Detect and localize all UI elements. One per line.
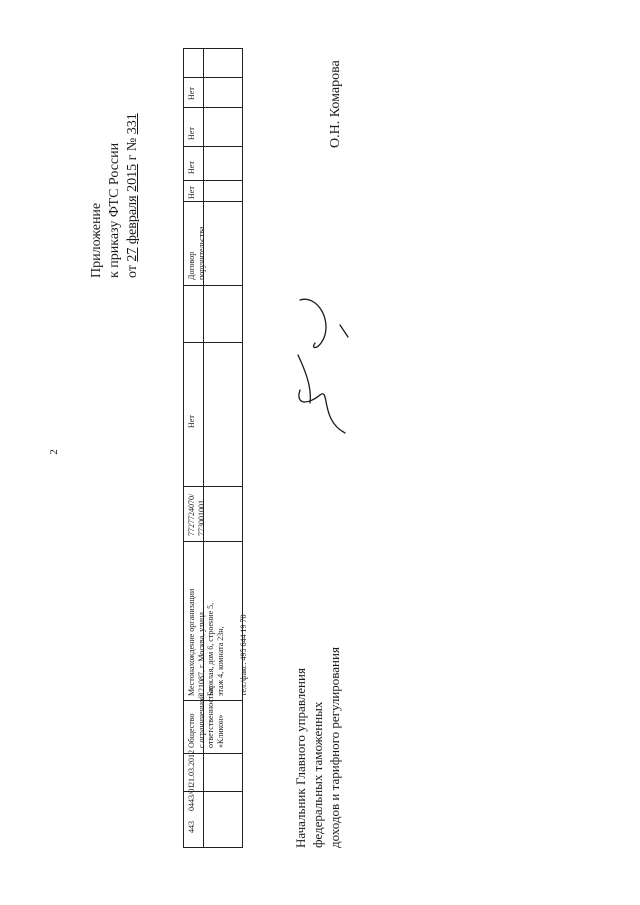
appendix-day: 27 xyxy=(125,247,140,262)
signatory-position-line2: федеральных таможенных xyxy=(310,701,325,848)
signatory-position-line3: доходов и тарифного регулирования xyxy=(327,647,342,848)
cell-no: Нет xyxy=(187,87,196,100)
cell-no: Нет xyxy=(187,415,196,428)
table-border xyxy=(183,847,243,848)
column-divider xyxy=(183,107,243,108)
appendix-month: февраля xyxy=(125,195,140,245)
cell-registration-number: 0443/01 xyxy=(187,784,196,811)
column-divider xyxy=(183,486,243,487)
column-divider xyxy=(183,342,243,343)
signatory-name: О.Н. Комарова xyxy=(328,60,343,148)
cell-date: 21.03.2012 xyxy=(187,750,196,786)
cell-organization: Общество с ограниченной ответственностью «Кликон» xyxy=(187,685,225,748)
page-number: 2 xyxy=(48,449,60,455)
appendix-date-line: от 27 февраля 2015 г № 331 xyxy=(125,113,140,278)
appendix-order-line: к приказу ФТС России xyxy=(107,142,122,278)
signatory-position-line1: Начальник Главного управления xyxy=(293,668,308,848)
table-border xyxy=(242,48,243,848)
signatory-block xyxy=(292,647,343,848)
column-divider xyxy=(183,146,243,147)
cell-no: Нет xyxy=(187,127,196,140)
cell-address: Местонахождение организации 121087, г. Москва, улица Барклая, дом 6, строение 5, этаж 4, комната 23н, тел./факс: 495 644 19 70 xyxy=(187,588,248,696)
cell-number: 443 xyxy=(187,821,196,833)
appendix-header xyxy=(88,113,142,278)
appendix-title: Приложение xyxy=(89,202,104,278)
cell-no: Нет xyxy=(187,161,196,174)
column-divider xyxy=(183,541,243,542)
handwritten-signature xyxy=(290,295,355,440)
column-divider xyxy=(183,201,243,202)
registry-table xyxy=(183,48,248,848)
cell-contract: Договор поручительства xyxy=(187,226,206,280)
table-border xyxy=(183,48,243,49)
column-divider xyxy=(183,285,243,286)
table-border xyxy=(183,48,184,848)
column-divider xyxy=(183,180,243,181)
appendix-year: 2015 xyxy=(125,163,140,192)
appendix-number: 331 xyxy=(125,113,140,135)
cell-inn-kpp: 7727724070/ 773001001 xyxy=(187,493,206,536)
column-divider xyxy=(183,77,243,78)
cell-no: Нет xyxy=(187,186,196,199)
